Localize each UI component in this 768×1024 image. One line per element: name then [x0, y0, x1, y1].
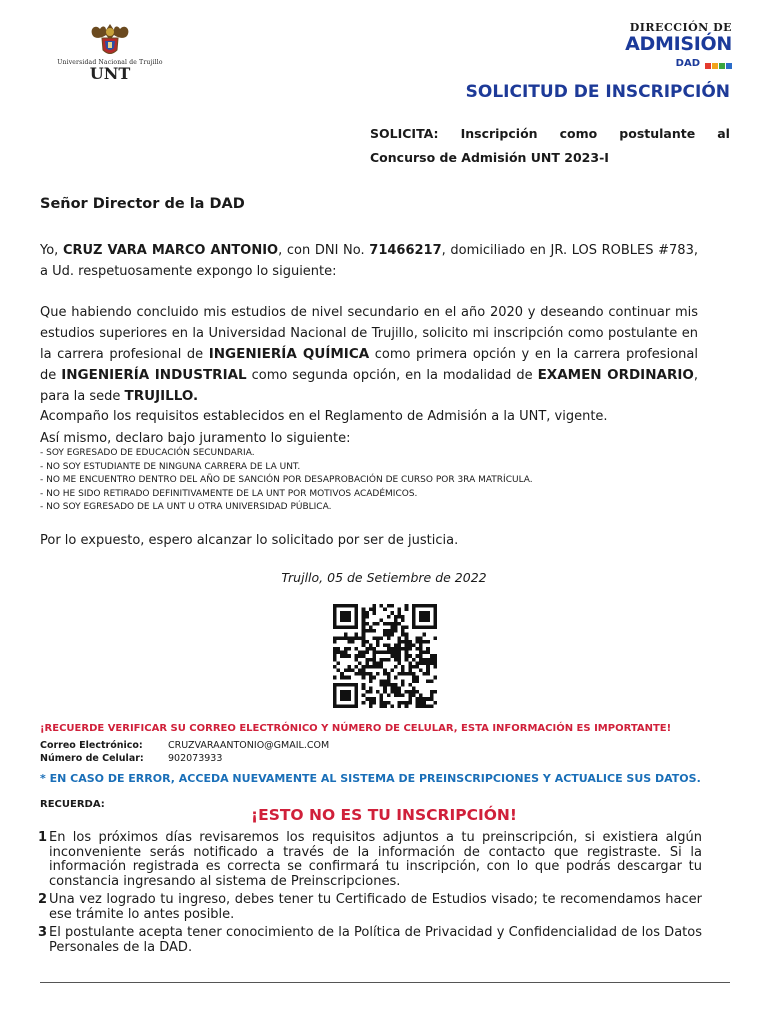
dad-abbr-text: DAD [675, 58, 700, 69]
university-name: Universidad Nacional de Trujillo [57, 59, 163, 66]
reminder-item [38, 893, 702, 922]
dad-color-square [705, 63, 711, 69]
unt-logo [40, 20, 180, 82]
p2-text-4: , para la sede [40, 368, 698, 404]
campus: TRUJILLO. [124, 388, 199, 404]
email-label: Correo Electrónico: [40, 740, 143, 751]
dad-color-square [712, 63, 718, 69]
p2-text-2: como primera opción y en la carrera profesional de [40, 347, 698, 383]
university-crest-icon [88, 20, 132, 58]
solicita-block [370, 122, 730, 170]
reminder-item [38, 926, 702, 955]
verification-warning: ¡RECUERDE VERIFICAR SU CORREO ELECTRÓNICO Y NÚMERO DE CELULAR, ESTA INFORMACIÓN ES IMPORTANTE! [40, 723, 672, 734]
recuerda-label: RECUERDA: [40, 799, 105, 810]
qr-code-icon [330, 604, 440, 708]
addressee: Señor Director de la DAD [40, 196, 245, 212]
request-paragraph [40, 302, 698, 407]
dad-logo [608, 22, 732, 73]
place-date: Trujllo, 05 de Setiembre de 2022 [281, 570, 487, 585]
p1-text-2: , con DNI No. [278, 243, 365, 258]
email-row [40, 739, 640, 752]
declaration-item: - NO SOY ESTUDIANTE DE NINGUNA CARRERA DE LA UNT. [40, 461, 301, 472]
intro-paragraph [40, 240, 698, 282]
second-career: INGENIERÍA INDUSTRIAL [61, 367, 247, 383]
solicita-word: como [559, 126, 598, 141]
oath-paragraph: Así mismo, declaro bajo juramento lo siguiente: [40, 431, 351, 446]
reminder-text: Una vez logrado tu ingreso, debes tener tu Certificado de Estudios visado; te recomendamos hacer ese trámite lo antes posible. [49, 892, 702, 922]
p1-text-1: Yo, [40, 243, 59, 258]
reminder-text: En los próximos días revisaremos los requisitos adjuntos a tu preinscripción, si existiera algún inconveniente serás notificado a través de la información de contacto que registraste. Si la información registrada es correcta se confirmará tu inscripción, con lo que podrás descargar tu constancia ingresando al sistema de Preinscripciones. [49, 830, 702, 889]
solicita-word: postulante [619, 126, 696, 141]
footer-divider [40, 982, 730, 983]
document-title: SOLICITUD DE INSCRIPCIÓN [465, 82, 730, 102]
closing-paragraph: Por lo expuesto, espero alcanzar lo solicitado por ser de justicia. [40, 533, 459, 548]
p2-text-1: Que habiendo concluido mis estudios de nivel secundario en el año 2020 y deseando continuar mis estudios superiores en la Universidad Nacional de Trujillo, solicito mi inscripción como postulante en la carrera profesional de [40, 305, 698, 362]
not-inscription-heading: ¡ESTO NO ES TU INSCRIPCIÓN! [251, 806, 517, 824]
applicant-dni: 71466217 [369, 243, 442, 258]
solicita-line2: Concurso de Admisión UNT 2023-I [370, 150, 609, 165]
phone-row [40, 752, 640, 765]
solicita-word: al [717, 126, 730, 141]
reminder-text: El postulante acepta tener conocimiento de la Política de Privacidad y Confidencialidad de los Datos Personales de la DAD. [49, 925, 702, 955]
email-value: CRUZVARAANTONIO@GMAIL.COM [168, 740, 330, 751]
first-career: INGENIERÍA QUÍMICA [208, 346, 370, 362]
dad-direccion-text: DIRECCIÓN DE [629, 21, 732, 34]
reminder-number: 2 [38, 892, 48, 907]
declaration-item: - NO SOY EGRESADO DE LA UNT U OTRA UNIVERSIDAD PÚBLICA. [40, 502, 332, 512]
dad-admision-text: ADMISIÓN [625, 33, 732, 55]
declaration-item: - NO ME ENCUENTRO DENTRO DEL AÑO DE SANCIÓN POR DESAPROBACIÓN DE CURSO POR 3RA MATRÍCULA. [40, 475, 533, 485]
declaration-item: - SOY EGRESADO DE EDUCACIÓN SECUNDARIA. [40, 448, 255, 458]
error-note: * EN CASO DE ERROR, ACCEDA NUEVAMENTE AL SISTEMA DE PREINSCRIPCIONES Y ACTUALICE SUS DATOS. [40, 772, 701, 785]
requirements-paragraph: Acompaño los requisitos establecidos en el Reglamento de Admisión a la UNT, vigente. [40, 409, 608, 424]
reminders-list [38, 831, 702, 959]
phone-label: Número de Celular: [40, 753, 144, 764]
dad-color-squares [704, 54, 732, 73]
declarations-list [40, 447, 700, 515]
phone-value: 902073933 [168, 753, 223, 764]
reminder-number: 1 [38, 830, 48, 845]
university-abbr: UNT [89, 64, 131, 83]
modality: EXAMEN ORDINARIO [537, 367, 694, 383]
dad-color-square [719, 63, 725, 69]
dad-color-square [726, 63, 732, 69]
solicita-word: Inscripción [460, 126, 538, 141]
reminder-item [38, 831, 702, 889]
p1-text-3: , domiciliado en JR. LOS ROBLES #783, a Ud. respetuosamente expongo lo siguiente: [40, 243, 698, 279]
declaration-item: - NO HE SIDO RETIRADO DEFINITIVAMENTE DE LA UNT POR MOTIVOS ACADÉMICOS. [40, 488, 418, 499]
reminder-number: 3 [38, 925, 48, 940]
solicita-label: SOLICITA: [370, 126, 439, 141]
applicant-name: CRUZ VARA MARCO ANTONIO [62, 243, 279, 258]
p2-text-3: como segunda opción, en la modalidad de [251, 368, 533, 383]
